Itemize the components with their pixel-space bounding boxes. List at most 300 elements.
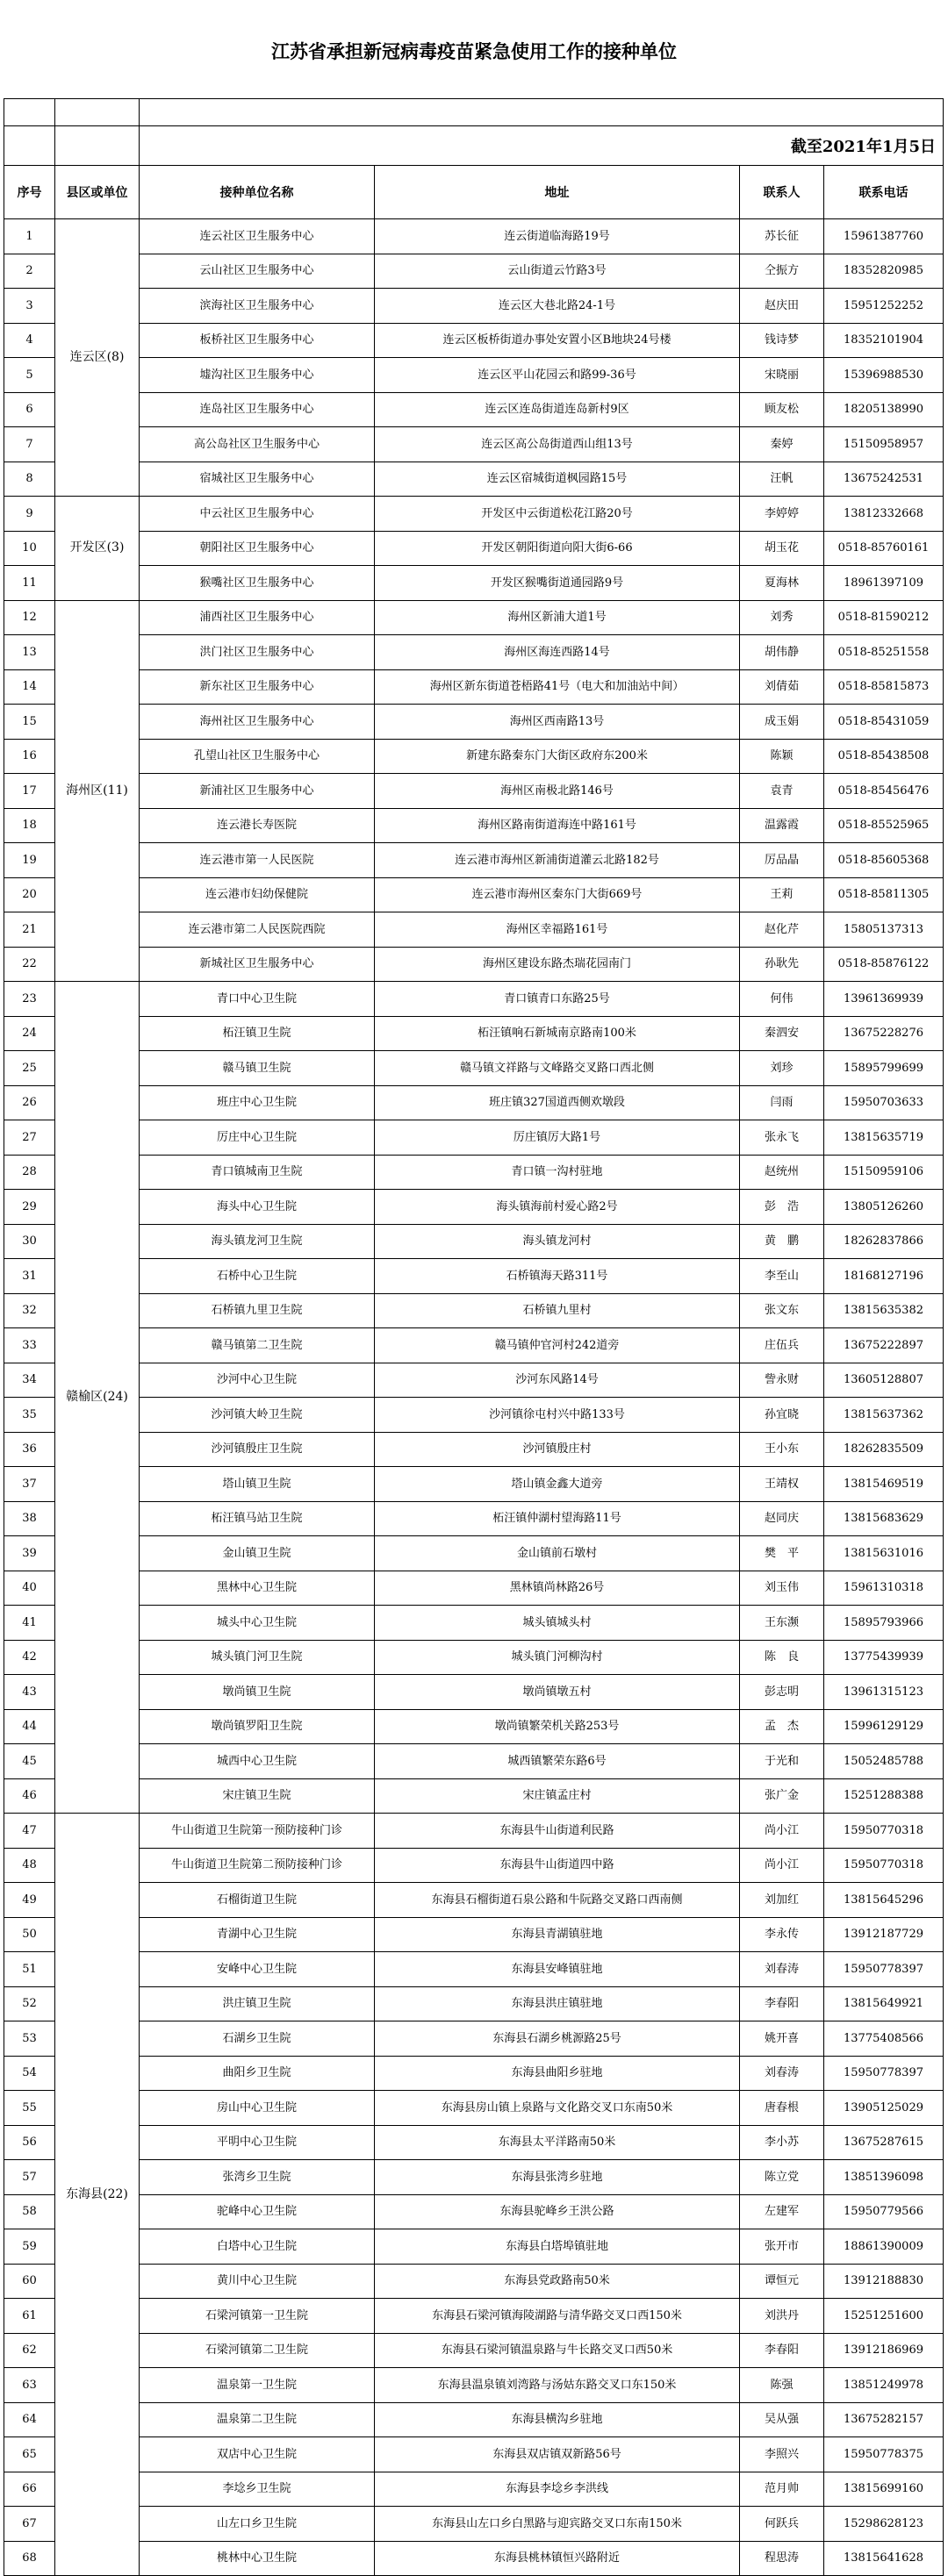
contact-person: 赵统州 [740, 1155, 824, 1190]
contact-person: 刘洪丹 [740, 2299, 824, 2334]
phone-number: 0518-85815873 [824, 669, 944, 705]
unit-name: 连云港市妇幼保健院 [140, 877, 375, 912]
address: 开发区中云街道松花江路20号 [375, 497, 740, 532]
contact-person: 彭 浩 [740, 1190, 824, 1225]
contact-person: 何跃兵 [740, 2507, 824, 2542]
table-row [4, 254, 944, 289]
unit-name: 青湖中心卫生院 [140, 1917, 375, 1952]
table-row [4, 1328, 944, 1363]
contact-person: 汪帆 [740, 462, 824, 497]
table-row [4, 427, 944, 462]
table-row [4, 289, 944, 324]
address: 城头镇门河柳沟村 [375, 1640, 740, 1675]
table-row [4, 1640, 944, 1675]
address: 东海县党政路南50米 [375, 2264, 740, 2299]
phone-number: 15950770318 [824, 1848, 944, 1883]
address: 青口镇一沟村驻地 [375, 1155, 740, 1190]
contact-person: 李春阳 [740, 1986, 824, 2021]
contact-person: 谭恒元 [740, 2264, 824, 2299]
row-index: 32 [4, 1293, 55, 1328]
col-header-contact: 联系人 [740, 166, 824, 219]
row-index: 11 [4, 566, 55, 601]
contact-person: 宋晓丽 [740, 358, 824, 393]
phone-number: 13905125029 [824, 2091, 944, 2126]
unit-name: 石榴街道卫生院 [140, 1883, 375, 1918]
phone-number: 15951252252 [824, 289, 944, 324]
address: 连云街道临海路19号 [375, 219, 740, 254]
row-index: 21 [4, 912, 55, 948]
unit-name: 滨海社区卫生服务中心 [140, 289, 375, 324]
blank-cell [4, 99, 55, 126]
contact-person: 张开市 [740, 2229, 824, 2265]
contact-person: 成玉娟 [740, 705, 824, 740]
address: 城头镇城头村 [375, 1606, 740, 1641]
table-row [4, 877, 944, 912]
contact-person: 李永传 [740, 1917, 824, 1952]
blank-cell [4, 126, 55, 166]
contact-person: 彭志明 [740, 1675, 824, 1710]
contact-person: 孙耿先 [740, 947, 824, 982]
address: 青口镇青口东路25号 [375, 982, 740, 1017]
phone-number: 15052485788 [824, 1744, 944, 1779]
row-index: 30 [4, 1224, 55, 1259]
unit-name: 柘汪镇卫生院 [140, 1016, 375, 1051]
address: 石桥镇九里村 [375, 1293, 740, 1328]
unit-name: 孔望山社区卫生服务中心 [140, 739, 375, 774]
address: 城西镇繁荣东路6号 [375, 1744, 740, 1779]
district-name: 连云区(8) [55, 219, 140, 497]
unit-name: 高公岛社区卫生服务中心 [140, 427, 375, 462]
row-index: 20 [4, 877, 55, 912]
table-row [4, 566, 944, 601]
row-index: 3 [4, 289, 55, 324]
unit-name: 黄川中心卫生院 [140, 2264, 375, 2299]
row-index: 36 [4, 1432, 55, 1467]
phone-number: 13775408566 [824, 2021, 944, 2057]
table-row [4, 1709, 944, 1744]
phone-number: 13815699160 [824, 2472, 944, 2507]
row-index: 67 [4, 2507, 55, 2542]
row-index: 5 [4, 358, 55, 393]
contact-person: 尚小江 [740, 1814, 824, 1849]
table-row [4, 392, 944, 427]
table-row [4, 2125, 944, 2160]
phone-number: 13815645296 [824, 1883, 944, 1918]
phone-number: 0518-85251558 [824, 635, 944, 670]
unit-name: 柘汪镇马站卫生院 [140, 1501, 375, 1536]
contact-person: 左建军 [740, 2194, 824, 2229]
unit-name: 连岛社区卫生服务中心 [140, 392, 375, 427]
table-row [4, 1571, 944, 1606]
table-row [4, 1293, 944, 1328]
unit-name: 墟沟社区卫生服务中心 [140, 358, 375, 393]
phone-number: 18168127196 [824, 1259, 944, 1294]
unit-name: 金山镇卫生院 [140, 1536, 375, 1571]
row-index: 6 [4, 392, 55, 427]
table-row [4, 1536, 944, 1571]
row-index: 43 [4, 1675, 55, 1710]
contact-person: 苏长征 [740, 219, 824, 254]
unit-name: 墩尚镇罗阳卫生院 [140, 1709, 375, 1744]
row-index: 55 [4, 2091, 55, 2126]
table-row [4, 982, 944, 1017]
unit-name: 石梁河镇第一卫生院 [140, 2299, 375, 2334]
contact-person: 袁青 [740, 774, 824, 809]
table-row [4, 1051, 944, 1086]
phone-number: 15996129129 [824, 1709, 944, 1744]
phone-number: 0518-81590212 [824, 600, 944, 635]
unit-name: 海头镇龙河卫生院 [140, 1224, 375, 1259]
contact-person: 范月帅 [740, 2472, 824, 2507]
row-index: 1 [4, 219, 55, 254]
phone-number: 13605128807 [824, 1363, 944, 1398]
col-header-phone: 联系电话 [824, 166, 944, 219]
table-row [4, 1085, 944, 1120]
contact-person: 吴从强 [740, 2402, 824, 2437]
address: 沙河东风路14号 [375, 1363, 740, 1398]
phone-number: 13812332668 [824, 497, 944, 532]
row-index: 4 [4, 323, 55, 358]
phone-number: 0518-85431059 [824, 705, 944, 740]
address: 东海县桃林镇恒兴路附近 [375, 2541, 740, 2576]
phone-number: 13912187729 [824, 1917, 944, 1952]
col-header-address: 地址 [375, 166, 740, 219]
unit-name: 城头镇门河卫生院 [140, 1640, 375, 1675]
row-index: 31 [4, 1259, 55, 1294]
address: 东海县房山镇上泉路与文化路交叉口东南50米 [375, 2091, 740, 2126]
unit-name: 洪门社区卫生服务中心 [140, 635, 375, 670]
contact-person: 秦泗安 [740, 1016, 824, 1051]
contact-person: 刘珍 [740, 1051, 824, 1086]
page-title: 江苏省承担新冠病毒疫苗紧急使用工作的接种单位 [271, 40, 677, 62]
address: 东海县双店镇双新路56号 [375, 2437, 740, 2472]
address: 东海县石湖乡桃源路25号 [375, 2021, 740, 2057]
phone-number: 18861390009 [824, 2229, 944, 2265]
unit-name: 中云社区卫生服务中心 [140, 497, 375, 532]
address: 沙河镇徐屯村兴中路133号 [375, 1398, 740, 1433]
phone-number: 13815635382 [824, 1293, 944, 1328]
table-row [4, 774, 944, 809]
address: 连云区宿城街道枫园路15号 [375, 462, 740, 497]
phone-number: 13675228276 [824, 1016, 944, 1051]
row-index: 26 [4, 1085, 55, 1120]
phone-number: 15961310318 [824, 1571, 944, 1606]
table-row [4, 2194, 944, 2229]
unit-name: 墩尚镇卫生院 [140, 1675, 375, 1710]
contact-person: 王莉 [740, 877, 824, 912]
address: 连云港市海州区新浦街道灌云北路182号 [375, 843, 740, 878]
contact-person: 孟 杰 [740, 1709, 824, 1744]
phone-number: 18262835509 [824, 1432, 944, 1467]
unit-name: 板桥社区卫生服务中心 [140, 323, 375, 358]
address: 黑林镇尚林路26号 [375, 1571, 740, 1606]
phone-number: 15298628123 [824, 2507, 944, 2542]
table-body [4, 219, 944, 2576]
row-index: 58 [4, 2194, 55, 2229]
unit-name: 连云港长寿医院 [140, 808, 375, 843]
phone-number: 13851249978 [824, 2368, 944, 2403]
address: 连云区连岛街道连岛新村9区 [375, 392, 740, 427]
contact-person: 姚开喜 [740, 2021, 824, 2057]
table-row [4, 462, 944, 497]
table-row [4, 1190, 944, 1225]
contact-person: 李至山 [740, 1259, 824, 1294]
phone-number: 0518-85525965 [824, 808, 944, 843]
table-row [4, 669, 944, 705]
contact-person: 仝振方 [740, 254, 824, 289]
row-index: 38 [4, 1501, 55, 1536]
address: 开发区朝阳街道向阳大街6-66 [375, 531, 740, 566]
contact-person: 唐春根 [740, 2091, 824, 2126]
table-row [4, 1675, 944, 1710]
unit-name: 连云社区卫生服务中心 [140, 219, 375, 254]
col-header-unit-name: 接种单位名称 [140, 166, 375, 219]
address: 厉庄镇厉大路1号 [375, 1120, 740, 1156]
row-index: 9 [4, 497, 55, 532]
table-row [4, 1363, 944, 1398]
address: 东海县李埝乡李洪线 [375, 2472, 740, 2507]
address: 海州区新东街道苍梧路41号（电大和加油站中间） [375, 669, 740, 705]
address: 班庄镇327国道西侧欢墩段 [375, 1085, 740, 1120]
address: 海州区路南街道海连中路161号 [375, 808, 740, 843]
table-row [4, 1814, 944, 1849]
contact-person: 闫雨 [740, 1085, 824, 1120]
phone-number: 0518-85605368 [824, 843, 944, 878]
row-index: 44 [4, 1709, 55, 1744]
row-index: 61 [4, 2299, 55, 2334]
row-index: 53 [4, 2021, 55, 2057]
phone-number: 13912188830 [824, 2264, 944, 2299]
unit-name: 沙河镇殷庄卫生院 [140, 1432, 375, 1467]
unit-name: 山左口乡卫生院 [140, 2507, 375, 2542]
row-index: 64 [4, 2402, 55, 2437]
table-row [4, 1778, 944, 1814]
table-row [4, 2507, 944, 2542]
date-row [4, 126, 944, 166]
table-row [4, 2229, 944, 2265]
blank-top-row [4, 99, 944, 126]
address: 新建东路秦东门大街区政府东200米 [375, 739, 740, 774]
row-index: 48 [4, 1848, 55, 1883]
table-row [4, 808, 944, 843]
address: 东海县温泉镇刘湾路与汤姑东路交叉口东150米 [375, 2368, 740, 2403]
row-index: 59 [4, 2229, 55, 2265]
unit-name: 朝阳社区卫生服务中心 [140, 531, 375, 566]
unit-name: 洪庄镇卫生院 [140, 1986, 375, 2021]
unit-name: 新浦社区卫生服务中心 [140, 774, 375, 809]
phone-number: 13675282157 [824, 2402, 944, 2437]
address: 东海县洪庄镇驻地 [375, 1986, 740, 2021]
district-name: 海州区(11) [55, 600, 140, 982]
unit-name: 赣马镇第二卫生院 [140, 1328, 375, 1363]
phone-number: 0518-85811305 [824, 877, 944, 912]
phone-number: 13912186969 [824, 2333, 944, 2368]
contact-person: 秦婷 [740, 427, 824, 462]
table-row [4, 2021, 944, 2057]
unit-name: 石桥中心卫生院 [140, 1259, 375, 1294]
table-row [4, 1986, 944, 2021]
contact-person: 胡玉花 [740, 531, 824, 566]
row-index: 13 [4, 635, 55, 670]
phone-number: 15950703633 [824, 1085, 944, 1120]
table-row [4, 2368, 944, 2403]
row-index: 46 [4, 1778, 55, 1814]
contact-person: 王小东 [740, 1432, 824, 1467]
table-row [4, 1848, 944, 1883]
address: 墩尚镇繁荣机关路253号 [375, 1709, 740, 1744]
contact-person: 陈立党 [740, 2160, 824, 2195]
row-index: 47 [4, 1814, 55, 1849]
unit-name: 宿城社区卫生服务中心 [140, 462, 375, 497]
unit-name: 温泉第二卫生院 [140, 2402, 375, 2437]
contact-person: 厉品晶 [740, 843, 824, 878]
contact-person: 陈 良 [740, 1640, 824, 1675]
row-index: 40 [4, 1571, 55, 1606]
row-index: 8 [4, 462, 55, 497]
row-index: 24 [4, 1016, 55, 1051]
table-row [4, 2333, 944, 2368]
row-index: 35 [4, 1398, 55, 1433]
unit-name: 班庄中心卫生院 [140, 1085, 375, 1120]
unit-name: 温泉第一卫生院 [140, 2368, 375, 2403]
table-row [4, 2056, 944, 2091]
phone-number: 0518-85876122 [824, 947, 944, 982]
contact-person: 钱诗梦 [740, 323, 824, 358]
phone-number: 15895793966 [824, 1606, 944, 1641]
phone-number: 18262837866 [824, 1224, 944, 1259]
table-row [4, 2299, 944, 2334]
phone-number: 15805137313 [824, 912, 944, 948]
phone-number: 13815641628 [824, 2541, 944, 2576]
unit-name: 赣马镇卫生院 [140, 1051, 375, 1086]
address: 赣马镇文祥路与文峰路交叉路口西北侧 [375, 1051, 740, 1086]
table-row [4, 2402, 944, 2437]
address: 东海县牛山街道利民路 [375, 1814, 740, 1849]
address: 墩尚镇墩五村 [375, 1675, 740, 1710]
table-row [4, 739, 944, 774]
contact-person: 孙宜晓 [740, 1398, 824, 1433]
row-index: 23 [4, 982, 55, 1017]
row-index: 50 [4, 1917, 55, 1952]
unit-name: 房山中心卫生院 [140, 2091, 375, 2126]
row-index: 57 [4, 2160, 55, 2195]
contact-person: 庄伍兵 [740, 1328, 824, 1363]
table-row [4, 1016, 944, 1051]
unit-name: 李埝乡卫生院 [140, 2472, 375, 2507]
col-header-district: 县区或单位 [55, 166, 140, 219]
address: 柘汪镇响石新城南京路南100米 [375, 1016, 740, 1051]
phone-number: 18961397109 [824, 566, 944, 601]
row-index: 65 [4, 2437, 55, 2472]
phone-number: 13961369939 [824, 982, 944, 1017]
table-row [4, 2541, 944, 2576]
phone-number: 15150959106 [824, 1155, 944, 1190]
phone-number: 15950779566 [824, 2194, 944, 2229]
phone-number: 15396988530 [824, 358, 944, 393]
table-row [4, 1432, 944, 1467]
table-row [4, 497, 944, 532]
table-row [4, 358, 944, 393]
row-index: 29 [4, 1190, 55, 1225]
unit-name: 新东社区卫生服务中心 [140, 669, 375, 705]
contact-person: 张广金 [740, 1778, 824, 1814]
unit-name: 青口中心卫生院 [140, 982, 375, 1017]
contact-person: 刘春涛 [740, 1952, 824, 1987]
address: 东海县驼峰乡王洪公路 [375, 2194, 740, 2229]
phone-number: 13775439939 [824, 1640, 944, 1675]
phone-number: 13805126260 [824, 1190, 944, 1225]
row-index: 41 [4, 1606, 55, 1641]
row-index: 56 [4, 2125, 55, 2160]
unit-name: 沙河中心卫生院 [140, 1363, 375, 1398]
phone-number: 13851396098 [824, 2160, 944, 2195]
contact-person: 刘倩茹 [740, 669, 824, 705]
phone-number: 13815635719 [824, 1120, 944, 1156]
table-row [4, 947, 944, 982]
contact-person: 顾友松 [740, 392, 824, 427]
unit-name: 沙河镇大岭卫生院 [140, 1398, 375, 1433]
address: 连云区高公岛街道西山组13号 [375, 427, 740, 462]
col-header-index: 序号 [4, 166, 55, 219]
address: 东海县张湾乡驻地 [375, 2160, 740, 2195]
contact-person: 李小苏 [740, 2125, 824, 2160]
table-row [4, 912, 944, 948]
contact-person: 王靖权 [740, 1467, 824, 1502]
table-row [4, 1259, 944, 1294]
address: 宋庄镇孟庄村 [375, 1778, 740, 1814]
address: 东海县青湖镇驻地 [375, 1917, 740, 1952]
unit-name: 石桥镇九里卫生院 [140, 1293, 375, 1328]
unit-name: 牛山街道卫生院第二预防接种门诊 [140, 1848, 375, 1883]
table-row [4, 1120, 944, 1156]
unit-name: 浦西社区卫生服务中心 [140, 600, 375, 635]
row-index: 27 [4, 1120, 55, 1156]
table-row [4, 1224, 944, 1259]
address: 海州区西南路13号 [375, 705, 740, 740]
contact-person: 张文东 [740, 1293, 824, 1328]
phone-number: 13815469519 [824, 1467, 944, 1502]
contact-person: 王东濒 [740, 1606, 824, 1641]
row-index: 25 [4, 1051, 55, 1086]
blank-cell [55, 99, 140, 126]
unit-name: 驼峰中心卫生院 [140, 2194, 375, 2229]
phone-number: 0518-85760161 [824, 531, 944, 566]
address: 东海县白塔埠镇驻地 [375, 2229, 740, 2265]
address: 连云区板桥街道办事处安置小区B地块24号楼 [375, 323, 740, 358]
unit-name: 猴嘴社区卫生服务中心 [140, 566, 375, 601]
blank-cell [55, 126, 140, 166]
contact-person: 樊 平 [740, 1536, 824, 1571]
address: 连云港市海州区秦东门大街669号 [375, 877, 740, 912]
table-row [4, 2264, 944, 2299]
address: 塔山镇金鑫大道旁 [375, 1467, 740, 1502]
phone-number: 15251288388 [824, 1778, 944, 1814]
phone-number: 13815631016 [824, 1536, 944, 1571]
row-index: 28 [4, 1155, 55, 1190]
contact-person: 赵庆田 [740, 289, 824, 324]
table-row [4, 219, 944, 254]
contact-person: 于光和 [740, 1744, 824, 1779]
contact-person: 李照兴 [740, 2437, 824, 2472]
address: 东海县石梁河镇温泉路与牛长路交叉口西50米 [375, 2333, 740, 2368]
header-row [4, 166, 944, 219]
district-name: 东海县(22) [55, 1814, 140, 2576]
table-row [4, 1398, 944, 1433]
table-row [4, 1155, 944, 1190]
address: 沙河镇殷庄村 [375, 1432, 740, 1467]
row-index: 49 [4, 1883, 55, 1918]
row-index: 60 [4, 2264, 55, 2299]
